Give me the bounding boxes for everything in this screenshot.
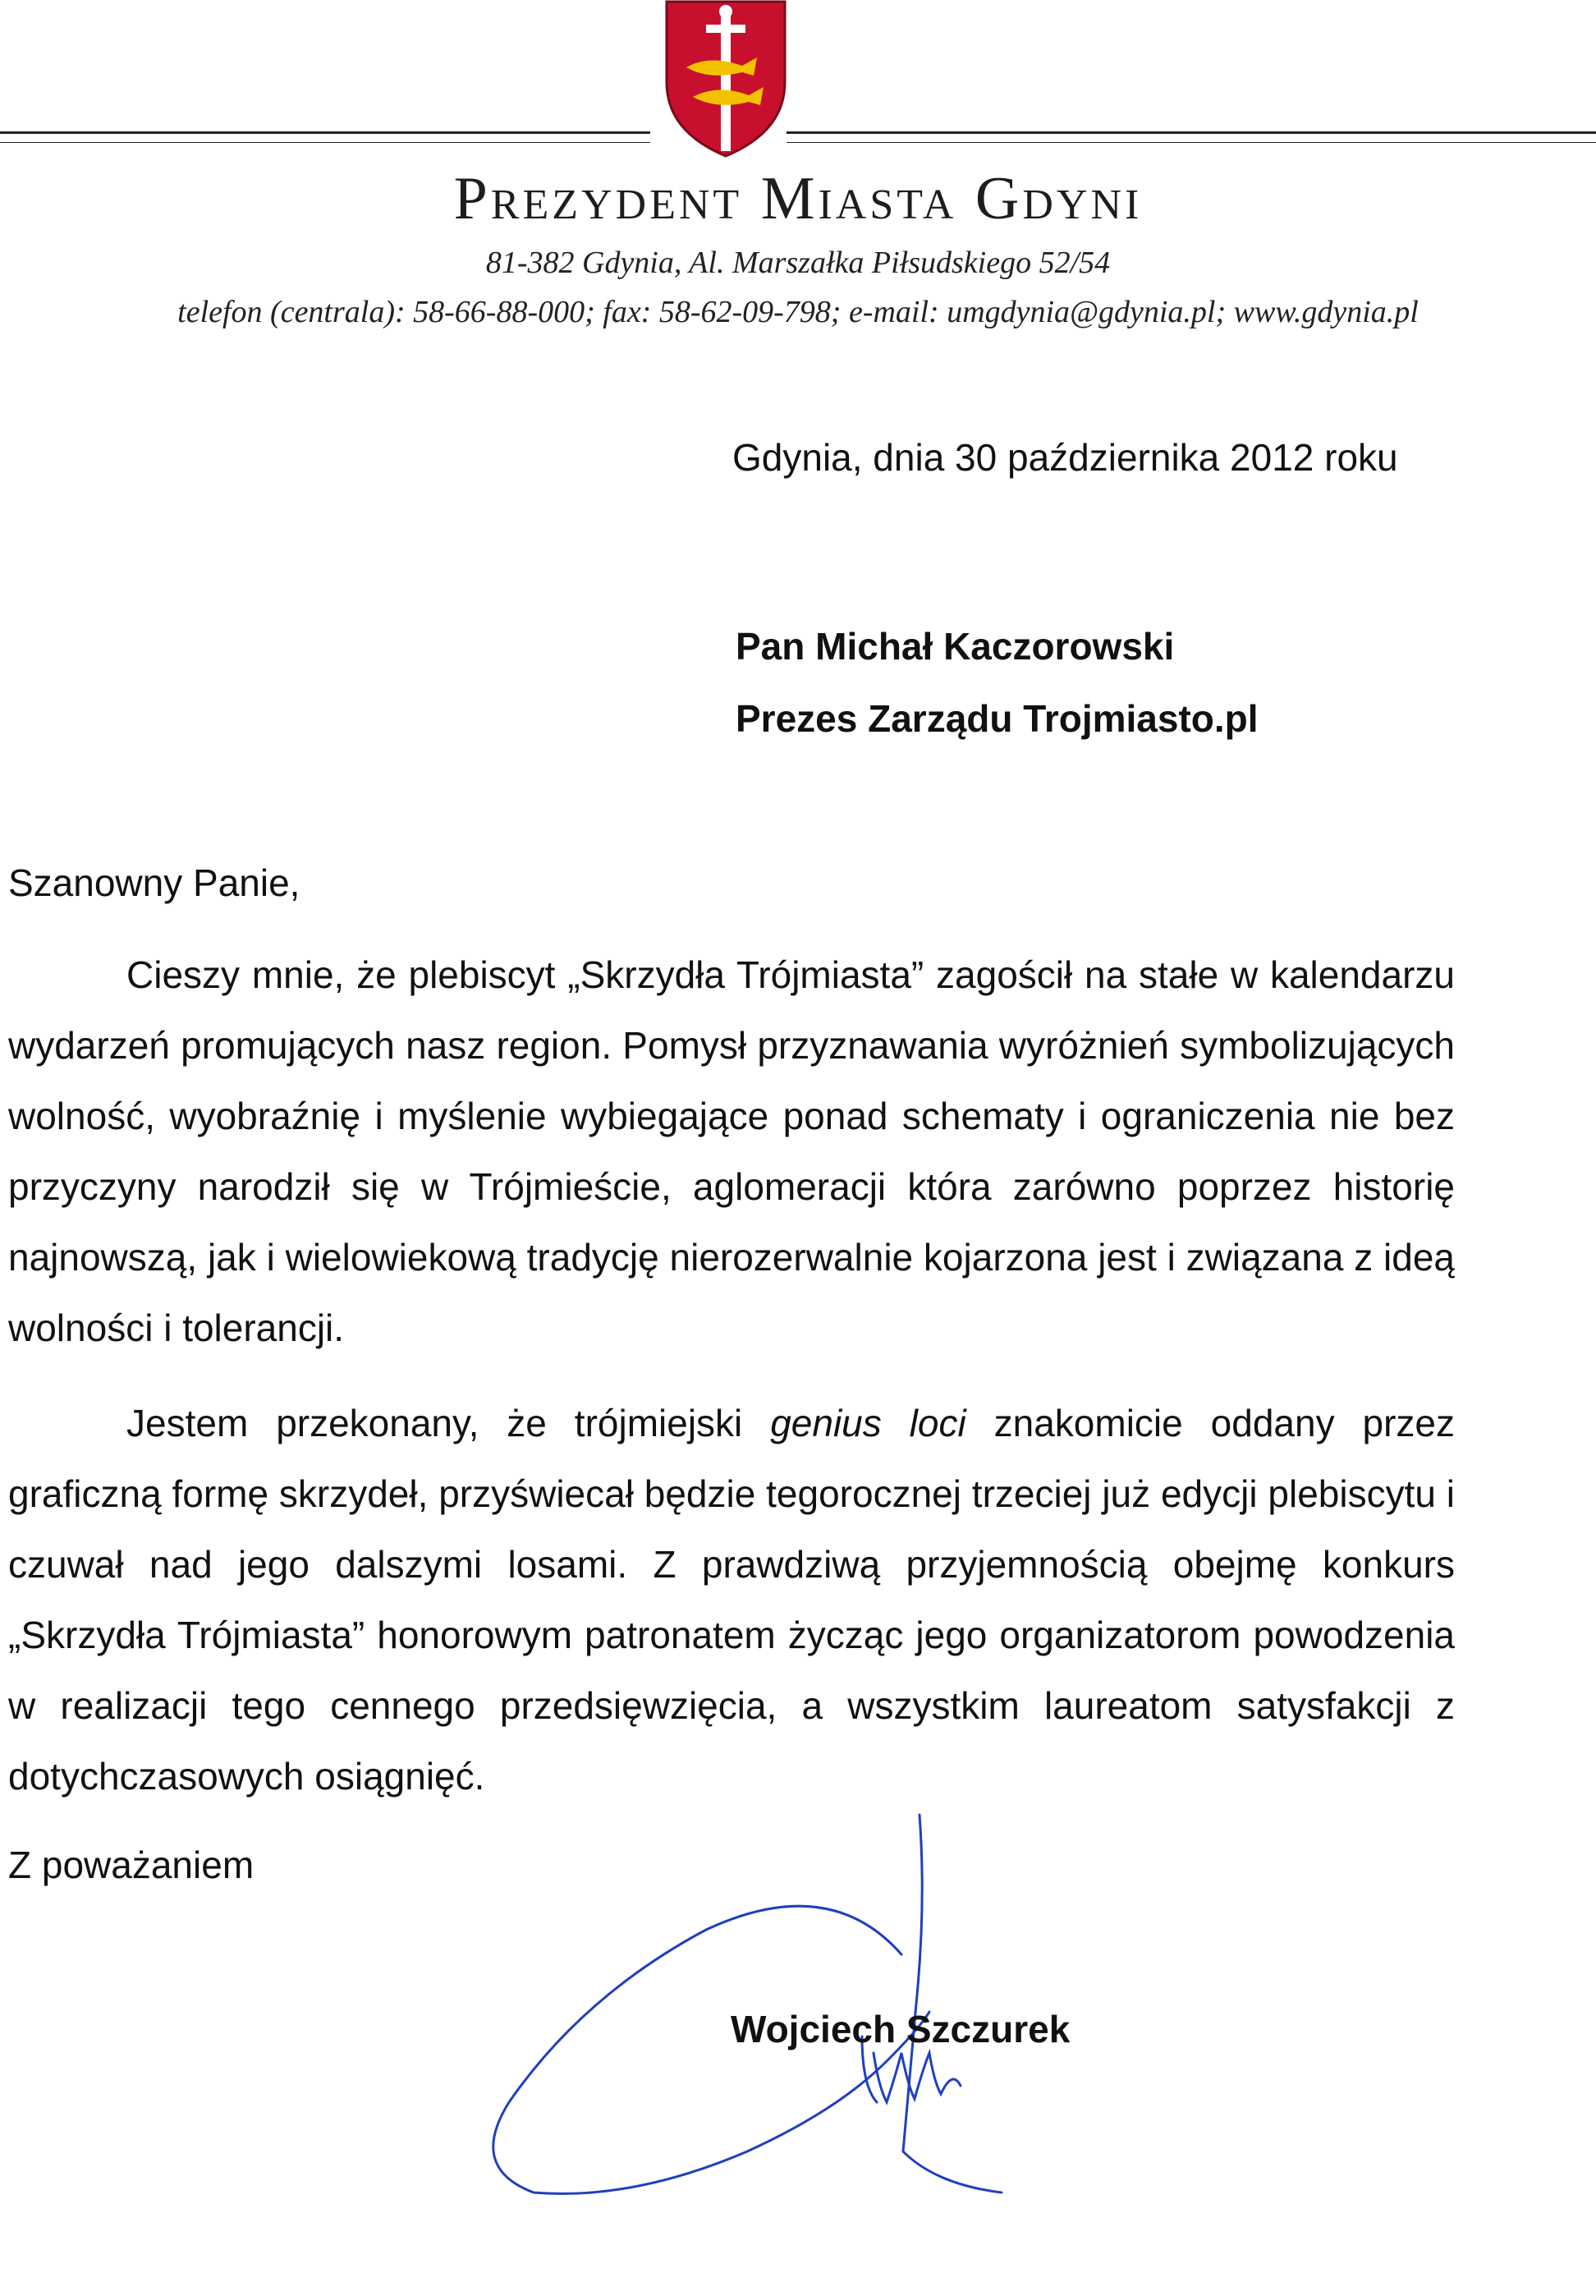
letterhead-contact: telefon (centrala): 58-66-88-000; fax: 58-62-09-798; e-mail: umgdynia@gdynia.pl; www.gdynia.pl <box>177 295 1419 329</box>
letterhead-title: Prezydent Miasta Gdyni <box>453 165 1143 232</box>
body-paragraph-2 <box>8 1388 1455 1812</box>
recipient-name: Pan Michał Kaczorowski <box>736 625 1175 668</box>
date-line: Gdynia, dnia 30 października 2012 roku <box>732 436 1398 479</box>
paragraph-text-before: Jestem przekonany, że trójmiejski <box>126 1402 771 1444</box>
city-crest-logo <box>652 0 800 158</box>
recipient-title: Prezes Zarządu Trojmiasto.pl <box>736 697 1259 740</box>
latin-phrase: genius loci <box>770 1402 966 1444</box>
body-paragraph-1 <box>8 939 1455 1363</box>
salutation: Szanowny Panie, <box>8 861 300 904</box>
paragraph-text-after: znakomicie oddany przez graficzną formę skrzydeł, przyświecał będzie tegorocznej trzeciej już edycji plebiscytu i czuwał nad jego dalszymi losami. Z prawdziwą przyjemnością obejmę konkurs „Skrzydła Trójmiasta” honorowym patronatem życząc jego organizatorom powodzenia w realizacji tego cennego przedsięwzięcia, a wszystkim laureatom satysfakcji z dotychczasowych osiągnięć. <box>8 1402 1455 1798</box>
paragraph-text: Cieszy mnie, że plebiscyt „Skrzydła Trójmiasta” zagościł na stałe w kalendarzu wydarzeń promujących nasz region. Pomysł przyznawania wyróżnień symbolizujących wolność, wyobraźnię i myślenie wybiegające ponad schematy i ograniczenia nie bez przyczyny narodził się w Trójmieście, aglomeracji która zarówno poprzez historię najnowszą, jak i wielowiekową tradycję nierozerwalnie kojarzona jest i związana z ideą wolności i tolerancji. <box>8 953 1455 1349</box>
closing: Z poważaniem <box>8 1844 255 1886</box>
paragraph-text <box>8 1388 1455 1812</box>
handwritten-signature <box>476 1807 1067 2201</box>
letterhead-rule-left <box>0 131 650 143</box>
signer-name: Wojciech Szczurek <box>731 2008 1071 2050</box>
letterhead-rule-right <box>787 131 1596 143</box>
letterhead-address: 81-382 Gdynia, Al. Marszałka Piłsudskiego 52/54 <box>485 246 1111 280</box>
